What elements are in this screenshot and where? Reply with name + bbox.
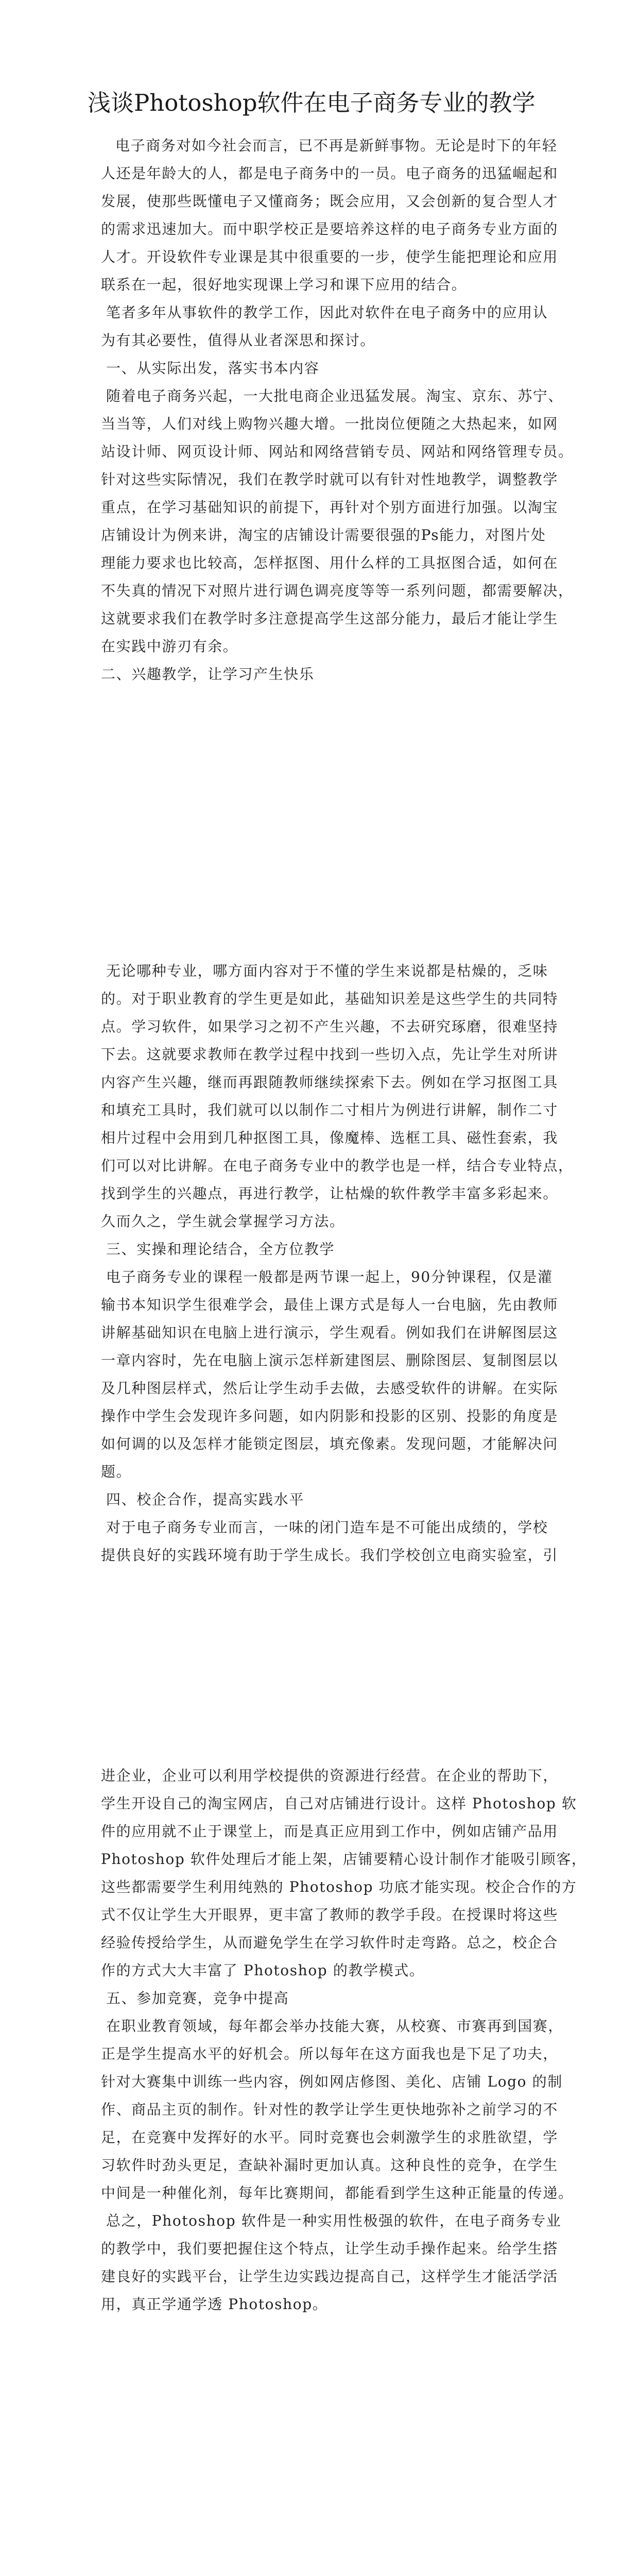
paragraph-line: 联系在一起，很好地实现课上学习和课下应用的结合。 [101,276,467,293]
article-body-section-2 [101,957,633,1569]
article-body-section-3 [101,1762,633,2318]
paragraph-line: 作的方式大大丰富了 Photoshop 的教学模式。 [101,1962,425,1979]
paragraph-line: 电子商务专业的课程一般都是两节课一起上，90分钟课程，仅是灌 [106,1268,553,1285]
paragraph-line: 在职业教育领域，每年都会举办技能大赛，从校赛、市赛再到国赛， [106,2018,564,2035]
paragraph-line: 笔者多年从事软件的教学工作，因此对软件在电子商务中的应用认 [106,304,548,321]
paragraph-line: 随着电子商务兴起，一大批电商企业迅猛发展。淘宝、京东、苏宁、 [106,387,564,404]
paragraph-line: 店铺设计为例来讲，淘宝的店铺设计需要很强的Ps能力，对图片处 [101,527,546,544]
paragraph-line: 不失真的情况下对照片进行调色调亮度等等一系列问题，都需要解决， [101,582,574,599]
paragraph-line: 建良好的实践平台，让学生边实践边提高自己，这样学生才能活学活 [101,2268,559,2285]
paragraph-line: 站设计师、网页设计师、网站和网络营销专员、网站和网络管理专员。 [101,443,574,460]
paragraph-line: 件的应用就不止于课堂上，而是真正应用到工作中，例如店铺产品用 [101,1823,559,1840]
paragraph-line: 针对这些实际情况，我们在教学时就可以有针对性地教学，调整教学 [101,471,559,488]
paragraph-line: 这就要求我们在教学时多注意提高学生这部分能力，最后才能让学生 [101,610,559,627]
paragraph-line: 一章内容时，先在电脑上演示怎样新建图层、删除图层、复制图层以 [101,1352,559,1369]
paragraph-line: 讲解基础知识在电脑上进行演示，学生观看。例如我们在讲解图层这 [101,1324,559,1341]
paragraph-line: 的教学中，我们要把握住这个特点，让学生动手操作起来。给学生搭 [101,2240,559,2257]
article-body-section-1 [101,132,633,688]
section-heading: 一、从实际出发，落实书本内容 [106,360,320,377]
paragraph-line: 下去。这就要求教师在教学过程中找到一些切入点，先让学生对所讲 [101,1046,559,1063]
paragraph-line: 输书本知识学生很难学会，最佳上课方式是每人一台电脑，先由教师 [101,1296,559,1313]
paragraph-line: 久而久之，学生就会掌握学习方法。 [101,1213,345,1230]
paragraph-line: 的。对于职业教育的学生更是如此，基础知识差是这些学生的共同特 [101,990,559,1007]
paragraph-line: 对于电子商务专业而言，一味的闭门造车是不可能出成绩的，学校 [106,1519,548,1536]
paragraph-line: 理能力要求也比较高，怎样抠图、用什么样的工具抠图合适，如何在 [101,554,559,571]
paragraph-line: 内容产生兴趣，继而再跟随教师继续探索下去。例如在学习抠图工具 [101,1074,559,1091]
section-heading: 三、实操和理论结合，全方位教学 [106,1241,335,1258]
paragraph-line: 题。 [101,1463,132,1480]
paragraph-line: 式不仅让学生大开眼界，更丰富了教师的教学手段。在授课时将这些 [101,1906,559,1923]
paragraph-line: 点。学习软件，如果学习之初不产生兴趣，不去研究琢磨，很难坚持 [101,1018,559,1035]
paragraph-line: 足，在竞赛中发挥好的水平。同时竞赛也会刺激学生的求胜欲望，学 [101,2129,559,2146]
paragraph-line: 中间是一种催化剂，每年比赛期间，都能看到学生这种正能量的传递。 [101,2184,574,2201]
paragraph-line: 当当等，人们对线上购物兴趣大增。一批岗位便随之大热起来，如网 [101,415,559,432]
paragraph-line: 如何调的以及怎样才能锁定图层，填充像素。发现问题，才能解决问 [101,1435,559,1452]
paragraph-line: 为有其必要性，值得从业者深思和探讨。 [101,332,375,349]
paragraph-line: 相片过程中会用到几种抠图工具，像魔棒、选框工具、磁性套索，我 [101,1129,559,1146]
paragraph-line: 用，真正学通学透 Photoshop。 [101,2296,328,2313]
paragraph-line: 重点，在学习基础知识的前提下，再针对个别方面进行加强。以淘宝 [101,499,559,516]
paragraph-line: 这些都需要学生利用纯熟的 Photoshop 功底才能实现。校企合作的方 [101,1878,577,1895]
paragraph-line: 在实践中游刃有余。 [101,638,238,655]
paragraph-line: 无论哪种专业，哪方面内容对于不懂的学生来说都是枯燥的，乏味 [106,962,548,979]
paragraph-line: 总之，Photoshop 软件是一种实用性极强的软件，在电子商务专业 [106,2212,562,2229]
section-heading: 四、校企合作，提高实践水平 [106,1491,304,1508]
paragraph-line: 习软件时劲头更足，查缺补漏时更加认真。这种良性的竞争，在学生 [101,2157,559,2174]
section-heading: 五、参加竞赛，竞争中提高 [106,1990,289,2007]
paragraph-line: 和填充工具时，我们就可以以制作二寸相片为例进行讲解，制作二寸 [101,1101,559,1118]
paragraph-line: 操作中学生会发现许多问题，如内阴影和投影的区别、投影的角度是 [101,1408,559,1425]
paragraph-line: 正是学生提高水平的好机会。所以每年在这方面我也是下足了功夫， [101,2045,559,2062]
paragraph-line: Photoshop 软件处理后才能上架，店铺要精心设计制作才能吸引顾客， [101,1851,587,1868]
paragraph-line: 学生开设自己的淘宝网店，自己对店铺进行设计。这样 Photoshop 软 [101,1795,577,1812]
paragraph-line: 电子商务对如今社会而言，已不再是新鲜事物。无论是时下的年轻 [115,137,558,154]
section-heading: 二、兴趣教学，让学习产生快乐 [101,666,315,683]
paragraph-line: 找到学生的兴趣点，再进行教学，让枯燥的软件教学丰富多彩起来。 [101,1185,559,1202]
paragraph-line: 的需求迅速加大。而中职学校正是要培养这样的电子商务专业方面的 [101,221,559,238]
paragraph-line: 针对大赛集中训练一些内容，例如网店修图、美化、店铺 Logo 的制 [101,2073,563,2090]
paragraph-line: 提供良好的实践环境有助于学生成长。我们学校创立电商实验室，引 [101,1547,559,1564]
paragraph-line: 人还是年龄大的人，都是电子商务中的一员。电子商务的迅猛崛起和 [101,165,559,182]
paragraph-line: 进企业，企业可以利用学校提供的资源进行经营。在企业的帮助下， [101,1767,559,1784]
article-title: 浅谈Photoshop软件在电子商务专业的教学 [88,89,536,117]
paragraph-line: 们可以对比讲解。在电子商务专业中的教学也是一样，结合专业特点， [101,1157,574,1174]
paragraph-line: 人才。开设软件专业课是其中很重要的一步，使学生能把理论和应用 [101,248,559,265]
paragraph-line: 经验传授给学生，从而避免学生在学习软件时走弯路。总之，校企合 [101,1934,559,1951]
paragraph-line: 作、商品主页的制作。针对性的教学让学生更快地弥补之前学习的不 [101,2101,559,2118]
paragraph-line: 及几种图层样式，然后让学生动手去做，去感受软件的讲解。在实际 [101,1380,559,1397]
paragraph-line: 发展，使那些既懂电子又懂商务；既会应用，又会创新的复合型人才 [101,193,559,210]
